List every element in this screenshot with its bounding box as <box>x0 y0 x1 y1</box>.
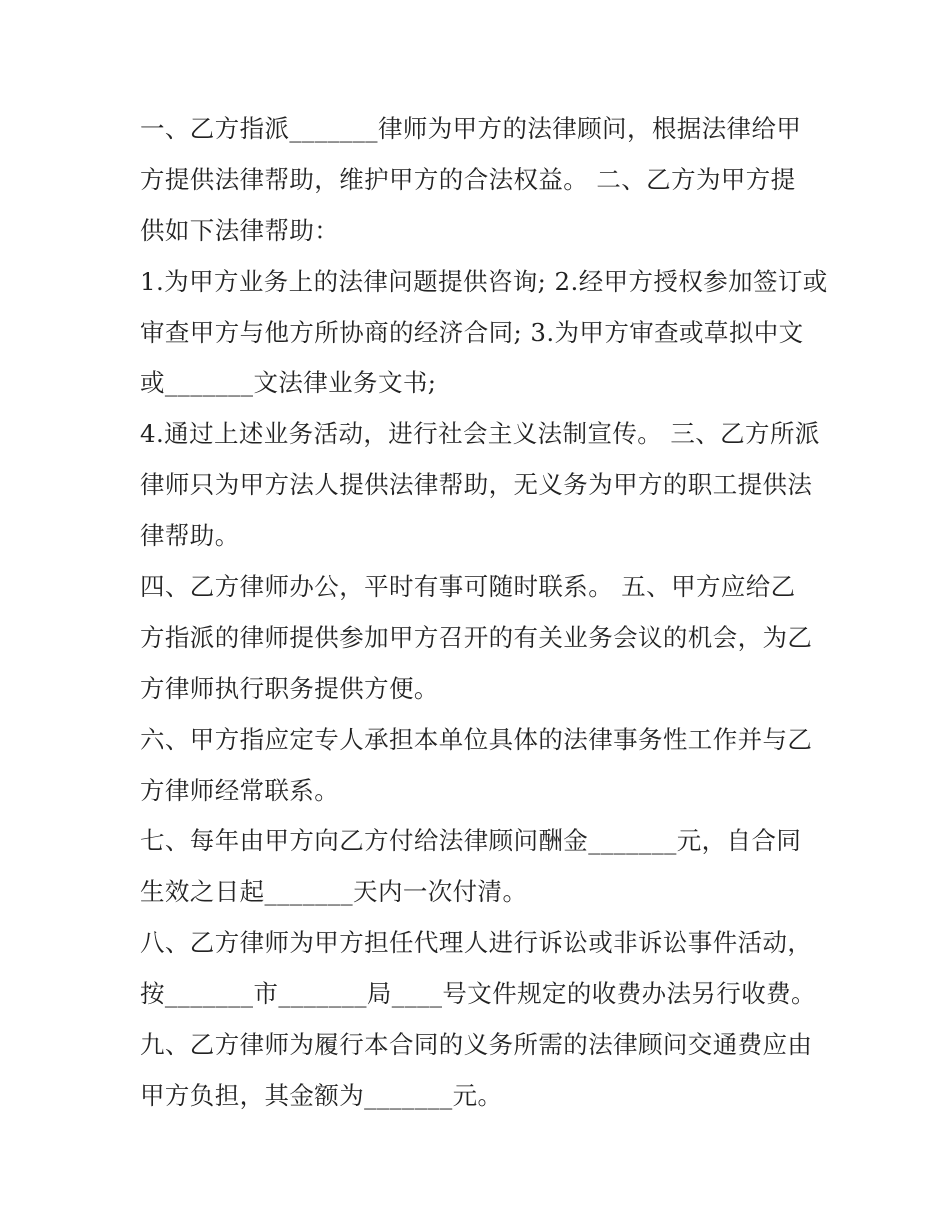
clause-services-4-and-3 <box>140 409 820 562</box>
text-line: 方指派的律师提供参加甲方召开的有关业务会议的机会，为乙 <box>140 622 813 652</box>
clause-9 <box>140 1020 820 1122</box>
text-line: 审查甲方与他方所协商的经济合同; 3.为甲方审查或草拟中文 <box>140 317 804 347</box>
text-line: 按_______市_______局____号文件规定的收费办法另行收费。 <box>140 979 816 1009</box>
text-line: 方提供法律帮助，维护甲方的合法权益。 二、乙方为甲方提 <box>140 164 796 194</box>
text-line: 方律师执行职务提供方便。 <box>140 673 439 703</box>
clause-6 <box>140 715 820 817</box>
clause-4-5 <box>140 562 820 715</box>
contract-body <box>140 104 828 1122</box>
clause-8 <box>140 918 820 1020</box>
text-line: 四、乙方律师办公，平时有事可随时联系。 五、甲方应给乙 <box>140 572 796 602</box>
text-line: 律帮助。 <box>140 521 240 551</box>
text-line: 甲方负担，其金额为_______元。 <box>140 1080 503 1110</box>
text-line: 九、乙方律师为履行本合同的义务所需的法律顾问交通费应由 <box>140 1030 813 1060</box>
text-line: 七、每年由甲方向乙方付给法律顾问酬金_______元，自合同 <box>140 826 802 856</box>
text-line: 1.为甲方业务上的法律问题提供咨询; 2.经甲方授权参加签订或 <box>140 266 828 296</box>
text-line: 方律师经常联系。 <box>140 775 340 805</box>
clause-1-2 <box>140 104 820 257</box>
text-line: 供如下法律帮助： <box>140 215 340 245</box>
text-line: 生效之日起_______天内一次付清。 <box>140 877 528 907</box>
text-line: 六、甲方指应定专人承担本单位具体的法律事务性工作并与乙 <box>140 724 813 754</box>
text-line: 4.通过上述业务活动，进行社会主义法制宣传。 三、乙方所派 <box>140 419 820 449</box>
clause-services-1-3 <box>140 257 828 410</box>
clause-7 <box>140 816 820 918</box>
text-line: 或_______文法律业务文书; <box>140 368 437 398</box>
text-line: 律师只为甲方法人提供法律帮助，无义务为甲方的职工提供法 <box>140 470 813 500</box>
text-line: 八、乙方律师为甲方担任代理人进行诉讼或非诉讼事件活动， <box>140 928 813 958</box>
text-line: 一、乙方指派_______律师为甲方的法律顾问，根据法律给甲 <box>140 114 802 143</box>
